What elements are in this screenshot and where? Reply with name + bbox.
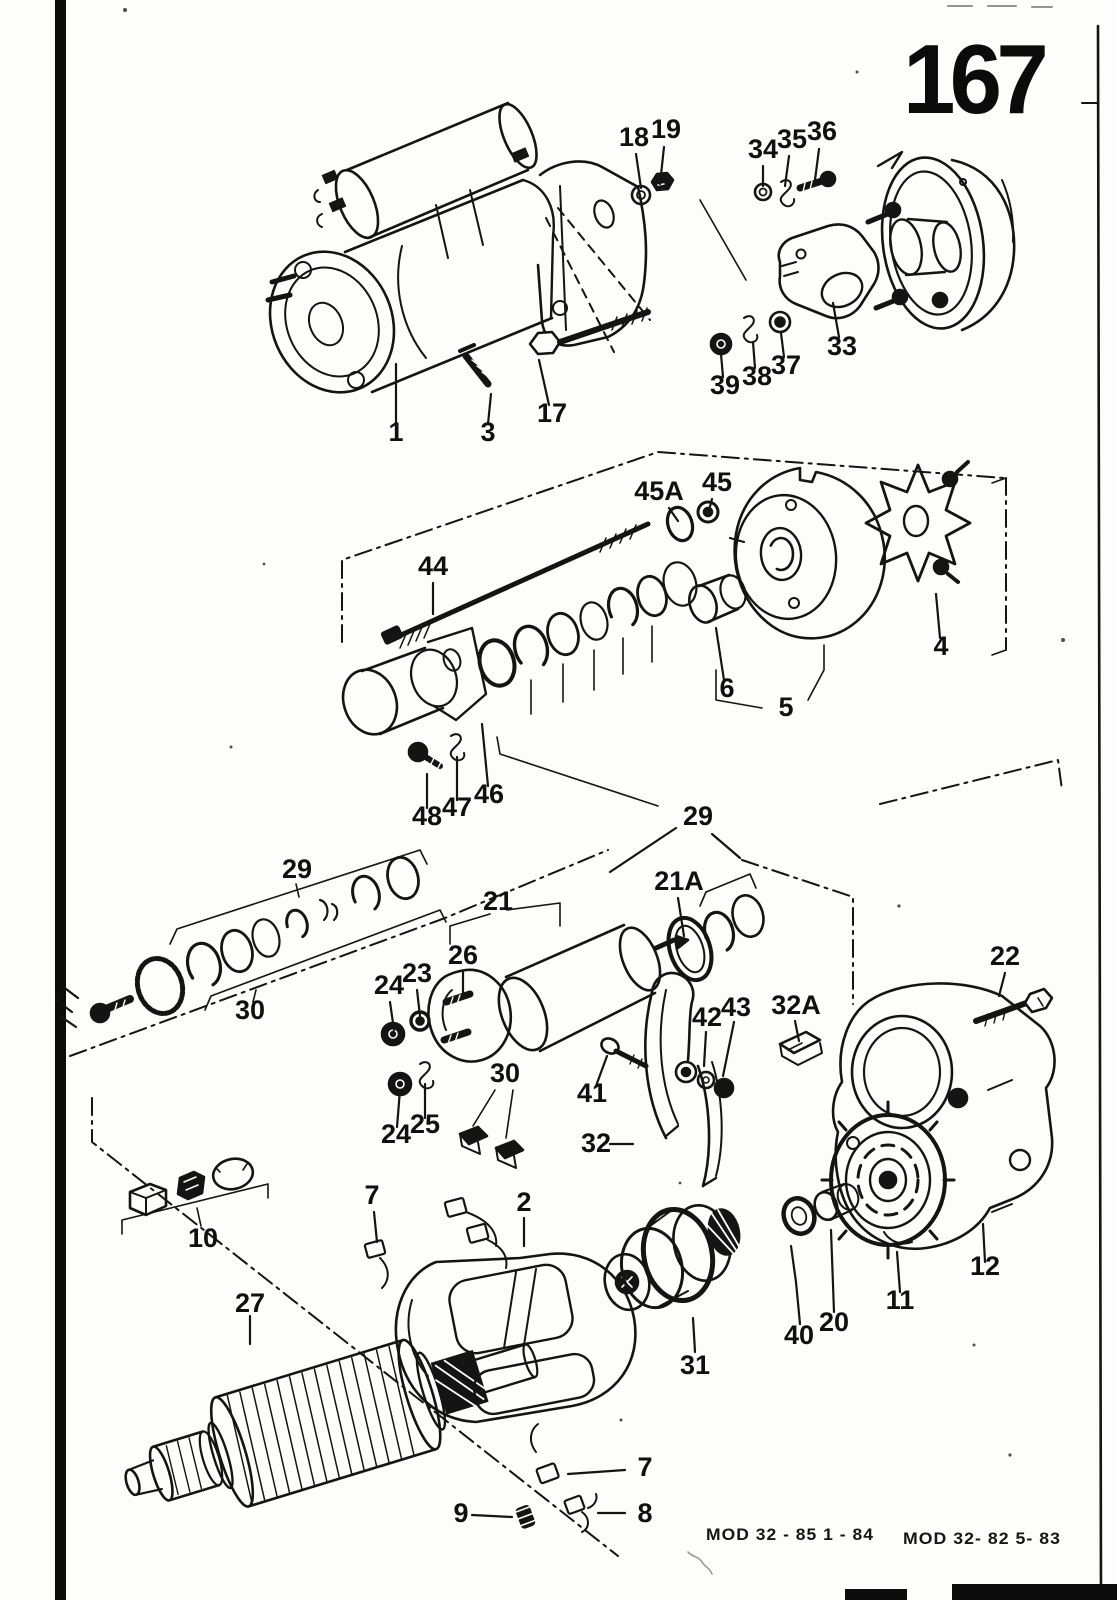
leader-line — [506, 1090, 513, 1138]
screw-48-drawing — [409, 743, 441, 770]
part-callout-18: 18 — [618, 122, 650, 152]
brushes-7-drawing — [364, 1198, 559, 1484]
footer-mod-right: MOD 32- 82 5- 83 — [903, 1529, 1061, 1548]
part-callout-45A: 45A — [634, 476, 684, 506]
bolt-17-drawing — [530, 308, 648, 354]
part-callout-27: 27 — [234, 1288, 266, 1318]
part-callout-3: 3 — [480, 417, 496, 447]
part-callout-36: 36 — [806, 116, 838, 146]
solenoid-21-drawing — [489, 922, 688, 1057]
shim-rings-mid-drawing — [475, 559, 702, 690]
washer-45a-drawing — [663, 504, 696, 544]
part-callout-32A: 32A — [771, 990, 821, 1020]
part-callout-12: 12 — [969, 1251, 1001, 1281]
nut-39-drawing — [711, 334, 731, 354]
part-callout-7: 7 — [637, 1452, 653, 1482]
leader-line — [999, 973, 1005, 996]
top-edge-marks — [948, 6, 1052, 7]
leader-line — [92, 1098, 618, 1556]
right-page-border — [1098, 26, 1101, 1600]
leader-line — [636, 154, 641, 188]
part-callout-34: 34 — [747, 134, 779, 164]
group-10-drawing — [130, 1155, 256, 1215]
part-callout-2: 2 — [516, 1187, 532, 1217]
part-callout-23: 23 — [401, 958, 433, 988]
part-callout-39: 39 — [709, 370, 741, 400]
pencil-mark — [688, 1552, 712, 1574]
washer-40-drawing — [779, 1194, 820, 1238]
leader-line — [723, 1022, 734, 1076]
part-callout-4: 4 — [933, 631, 949, 661]
leader-line — [992, 650, 1006, 655]
leader-line — [704, 1032, 706, 1066]
leader-line — [831, 1230, 834, 1312]
rear-end-cap-drawing — [868, 151, 1014, 335]
leader-line — [808, 645, 824, 700]
part-callout-19: 19 — [650, 114, 682, 144]
part-callout-29: 29 — [281, 854, 313, 884]
part-callout-40: 40 — [783, 1320, 815, 1350]
washer-42-drawing — [698, 1072, 714, 1088]
leader-line — [693, 1318, 695, 1352]
page-number: 167 — [903, 24, 1046, 134]
part-callout-25: 25 — [409, 1109, 441, 1139]
leader-line — [546, 218, 614, 352]
part-callout-30: 30 — [489, 1058, 521, 1088]
hook-38-drawing — [744, 316, 758, 342]
part-callout-9: 9 — [453, 1498, 469, 1528]
part-callout-43: 43 — [720, 992, 752, 1022]
part-callout-11: 11 — [885, 1285, 915, 1315]
screw-41-drawing — [599, 1035, 646, 1068]
part-callout-7: 7 — [364, 1180, 380, 1210]
leader-line — [374, 1212, 377, 1242]
part-callout-10: 10 — [187, 1223, 219, 1253]
part-callout-20: 20 — [818, 1307, 850, 1337]
part-callout-1: 1 — [388, 417, 404, 447]
leader-line — [497, 737, 658, 806]
spring-9-drawing — [515, 1504, 537, 1530]
part-callout-33: 33 — [826, 331, 858, 361]
leader-line — [473, 1090, 495, 1126]
leader-line — [700, 874, 756, 906]
part-callout-17: 17 — [536, 398, 568, 428]
leader-line — [700, 200, 746, 280]
footer-mod-left: MOD 32 - 85 1 - 84 — [706, 1525, 874, 1544]
leader-line — [992, 478, 1006, 483]
leader-line — [482, 724, 488, 786]
part-callout-26: 26 — [447, 940, 479, 970]
hook-35-drawing — [781, 180, 794, 206]
part-callout-24: 24 — [373, 970, 405, 1000]
nut-43-drawing — [715, 1079, 733, 1097]
part-callout-22: 22 — [989, 941, 1021, 971]
part-callout-29: 29 — [682, 801, 714, 831]
solenoid-mount-46-drawing — [334, 628, 486, 742]
leader-line — [70, 850, 608, 1056]
nut-19-drawing — [652, 173, 673, 190]
part-callout-38: 38 — [741, 361, 773, 391]
bottom-marks — [845, 1584, 1117, 1600]
part-callout-21A: 21A — [654, 866, 704, 896]
part-callout-21: 21 — [482, 886, 514, 916]
part-callout-32: 32 — [580, 1128, 612, 1158]
leader-lines-layer — [70, 147, 1062, 1556]
part-callout-47: 47 — [441, 792, 473, 822]
fasteners-23-24-25-drawing — [382, 1012, 433, 1095]
brush-holder-30-drawing — [460, 1127, 523, 1168]
drive-housing-12-drawing — [833, 983, 1054, 1248]
part-callout-44: 44 — [417, 551, 449, 581]
leader-line — [791, 1246, 800, 1324]
part-callout-42: 42 — [691, 1002, 723, 1032]
leader-line — [712, 834, 740, 858]
end-housing-5-drawing — [730, 468, 885, 638]
scan-specks — [123, 8, 1065, 1457]
part-callout-8: 8 — [637, 1498, 653, 1528]
bolt-22-drawing — [976, 989, 1052, 1026]
cap-26-drawing — [428, 970, 510, 1062]
leader-line — [880, 760, 1062, 804]
guide-32a-drawing — [780, 1032, 822, 1065]
part-callout-31: 31 — [679, 1350, 711, 1380]
part-callout-30: 30 — [234, 995, 266, 1025]
leader-line — [507, 903, 560, 926]
leader-line — [558, 208, 650, 320]
part-callout-45: 45 — [701, 467, 733, 497]
leader-line — [815, 149, 819, 180]
leader-line — [568, 1470, 625, 1474]
leader-line — [472, 1515, 512, 1517]
part-callout-24: 24 — [380, 1119, 412, 1149]
gear-4-drawing — [866, 462, 970, 582]
clutch-31-drawing — [600, 1200, 745, 1314]
part-callout-37: 37 — [770, 350, 802, 380]
starter-assembly-drawing — [249, 99, 646, 411]
diagram-artwork — [55, 0, 1117, 1600]
part-callout-46: 46 — [473, 779, 505, 809]
part-callout-41: 41 — [576, 1078, 608, 1108]
part-callout-35: 35 — [776, 124, 808, 154]
left-binding-bar — [55, 0, 66, 1600]
field-housing-2-drawing — [396, 1254, 635, 1422]
part-callout-48: 48 — [411, 801, 443, 831]
part-callout-5: 5 — [778, 692, 794, 722]
part-callout-6: 6 — [719, 673, 735, 703]
